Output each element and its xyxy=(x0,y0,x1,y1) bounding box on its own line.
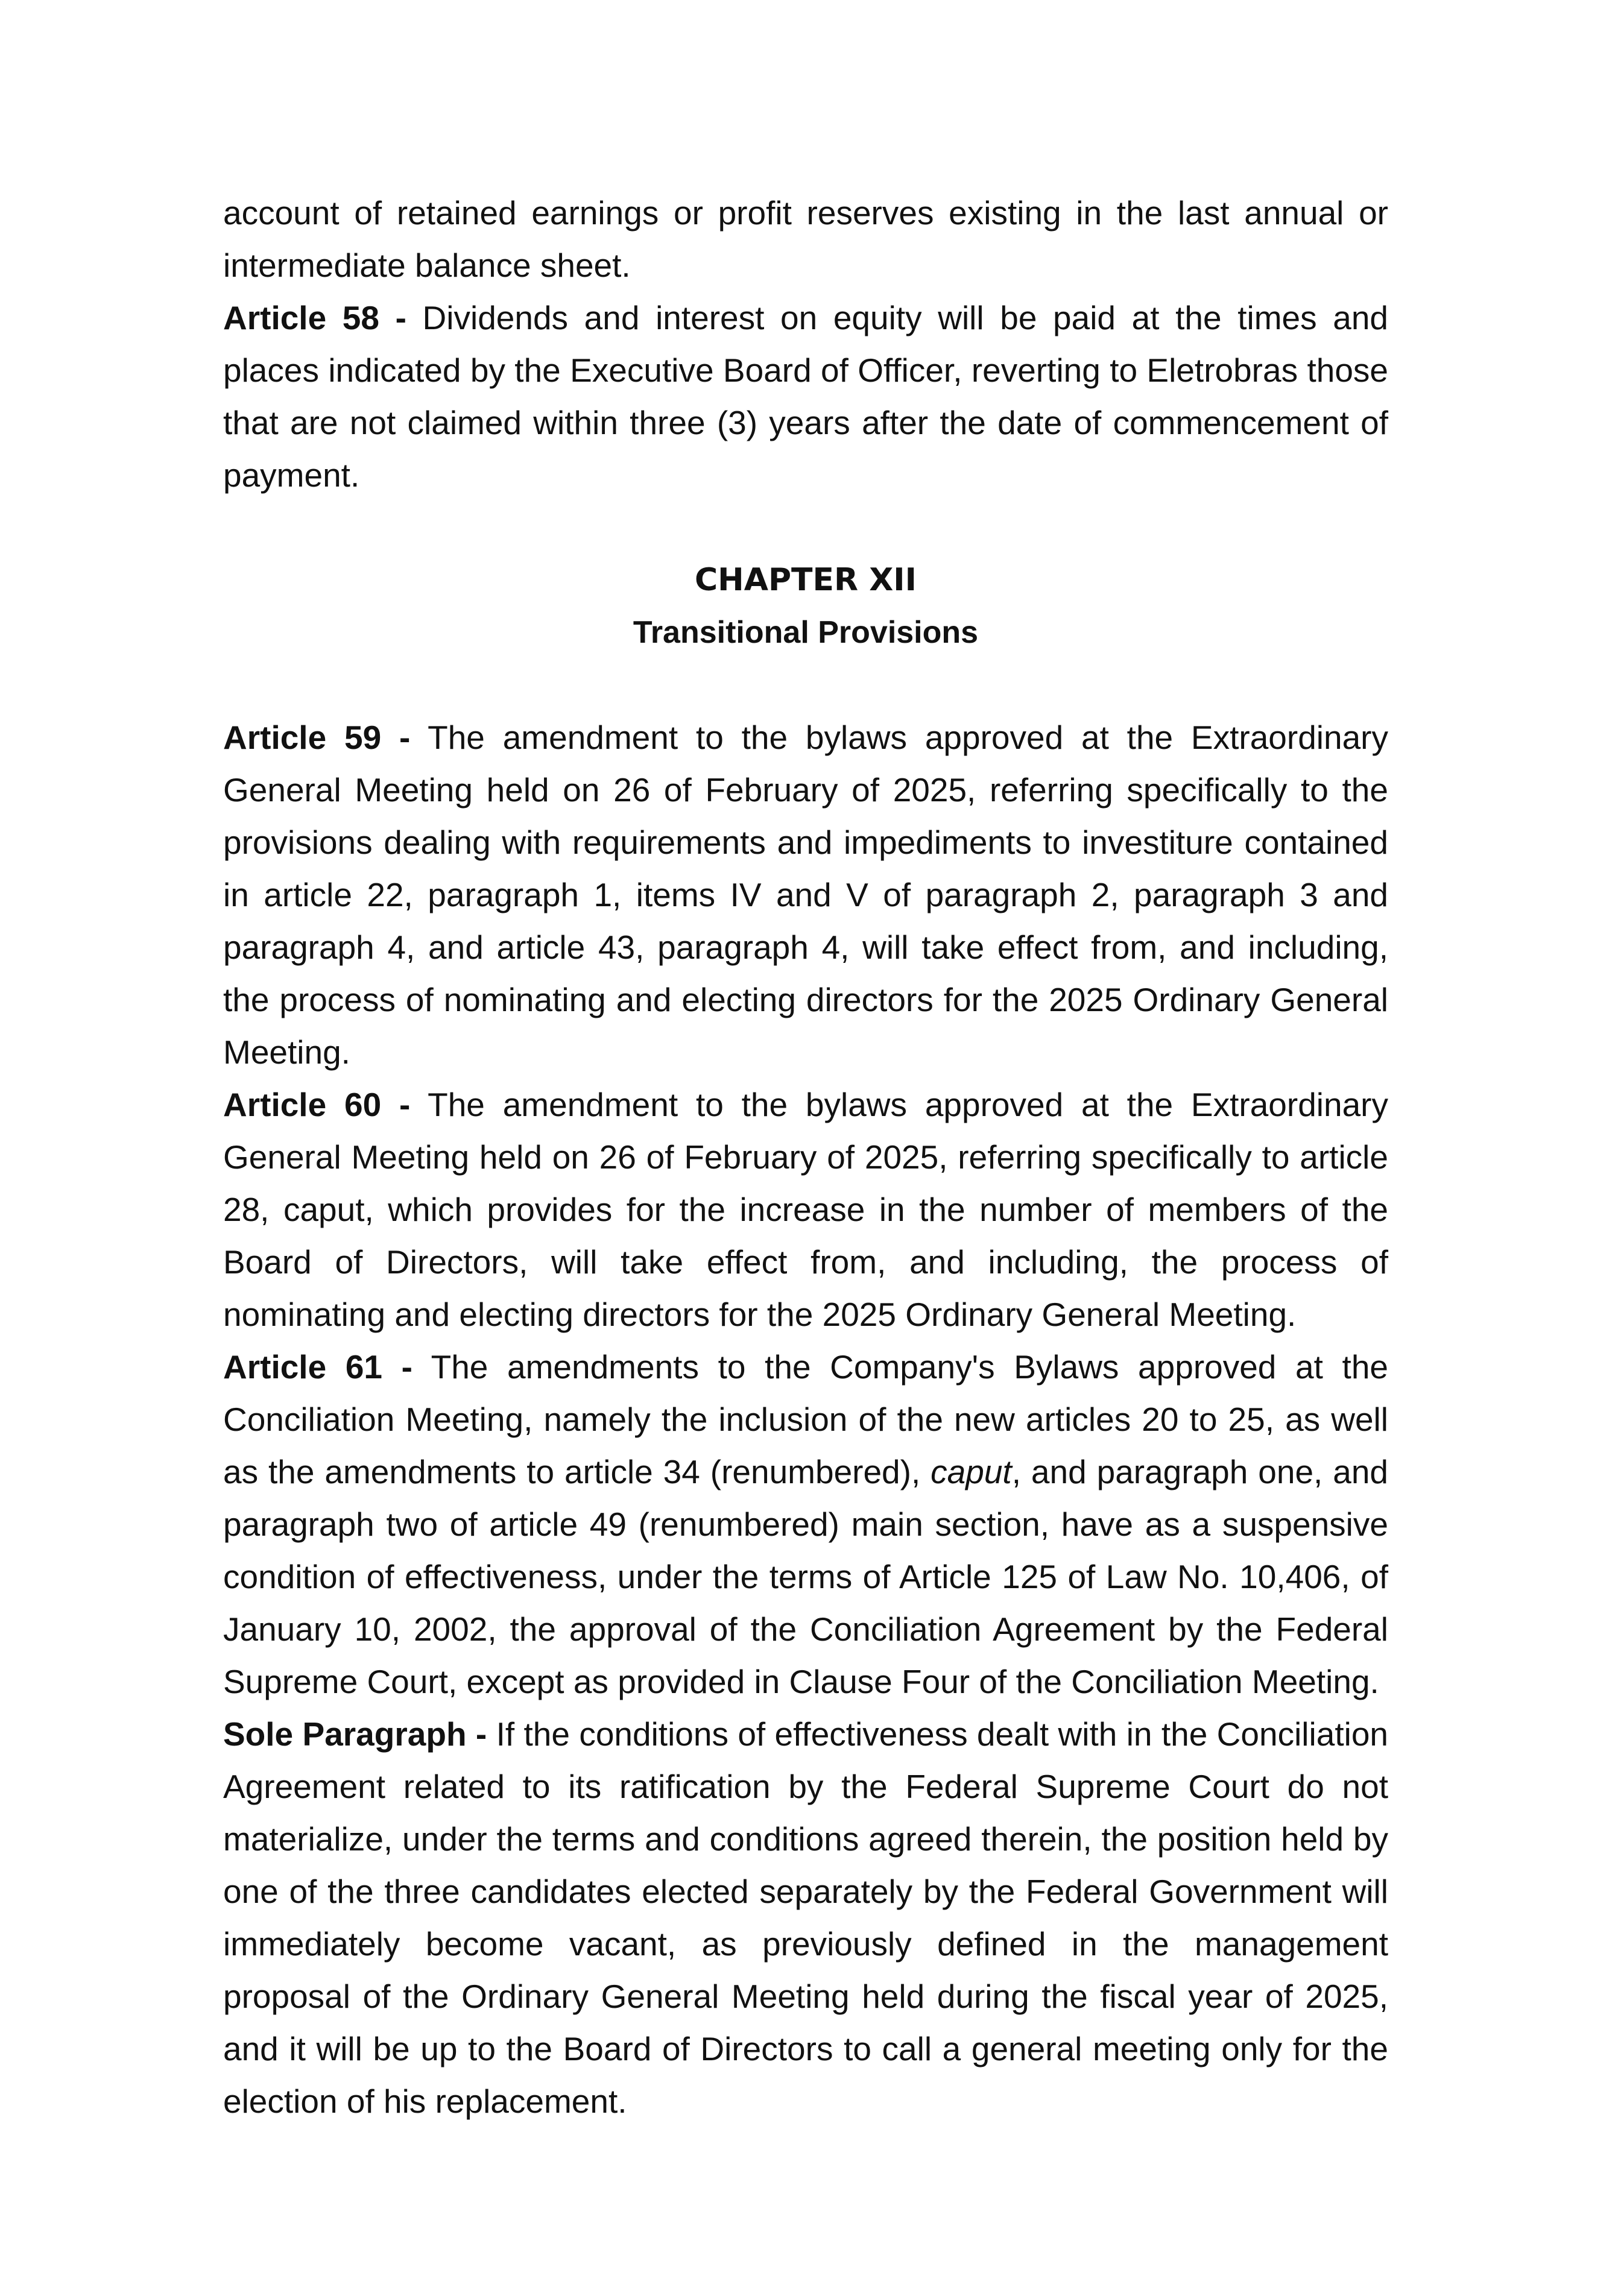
chapter-heading xyxy=(223,554,1388,659)
article-61-text-before: The amendments to the Company's Bylaws approved at the Conciliation Meeting, namely the inclusion of the new articles 20 to 25, as well as the amendments to article 34 (renumbered), xyxy=(223,1348,1388,1490)
document-page xyxy=(223,187,1388,2128)
article-60 xyxy=(223,1079,1388,1341)
article-61-label: Article 61 - xyxy=(223,1348,412,1386)
article-61-text-after: , and paragraph one, and paragraph two of article 49 (renumbered) main section, have as a suspensive condition of effectiveness, under the terms of Article 125 of Law No. 10,406, of January 10, 2002, the approval of the Conciliation Agreement by the Federal Supreme Court, except as provided in Clause Four of the Conciliation Meeting. xyxy=(223,1453,1389,1700)
article-60-text: The amendment to the bylaws approved at the Extraordinary General Meeting held on 26 of February of 2025, referring specifically to article 28, caput, which provides for the increase in the number of members of the Board of Directors, will take effect from, and including, the process of nominating and electing directors for the 2025 Ordinary General Meeting. xyxy=(223,1086,1389,1333)
article-61 xyxy=(223,1341,1388,1708)
article-58 xyxy=(223,292,1388,502)
sole-paragraph-text: If the conditions of effectiveness dealt with in the Conciliation Agreement related to its ratification by the Federal Supreme Court do not materialize, under the terms and conditions agreed therein, the position held by one of the three candidates elected separately by the Federal Government will immediately become vacant, as previously defined in the management proposal of the Ordinary General Meeting held during the fiscal year of 2025, and it will be up to the Board of Directors to call a general meeting only for the election of his replacement. xyxy=(223,1715,1388,2120)
article-61-italic: caput xyxy=(931,1453,1012,1490)
intro-text: account of retained earnings or profit reserves existing in the last annual or intermediate balance sheet. xyxy=(223,194,1388,284)
sole-paragraph xyxy=(223,1708,1388,2128)
article-58-label: Article 58 - xyxy=(223,299,406,336)
sole-paragraph-label: Sole Paragraph - xyxy=(223,1715,487,1753)
article-59 xyxy=(223,711,1388,1079)
chapter-title: Transitional Provisions xyxy=(633,615,979,650)
article-60-label: Article 60 - xyxy=(223,1086,411,1123)
article-59-text: The amendment to the bylaws approved at the Extraordinary General Meeting held on 26 of February of 2025, referring specifically to the provisions dealing with requirements and impediments to investiture contained in article 22, paragraph 1, items IV and V of paragraph 2, paragraph 3 and paragraph 4, and article 43, paragraph 4, will take effect from, and including, the process of nominating and electing directors for the 2025 Ordinary General Meeting. xyxy=(223,719,1389,1071)
intro-paragraph xyxy=(223,187,1388,292)
article-58-text: Dividends and interest on equity will be paid at the times and places indicated by the Executive Board of Officer, reverting to Eletrobras those that are not claimed within three (3) years after the date of commencement of payment. xyxy=(223,299,1389,494)
article-59-label: Article 59 - xyxy=(223,719,411,756)
chapter-number: CHAPTER XII xyxy=(695,562,917,598)
